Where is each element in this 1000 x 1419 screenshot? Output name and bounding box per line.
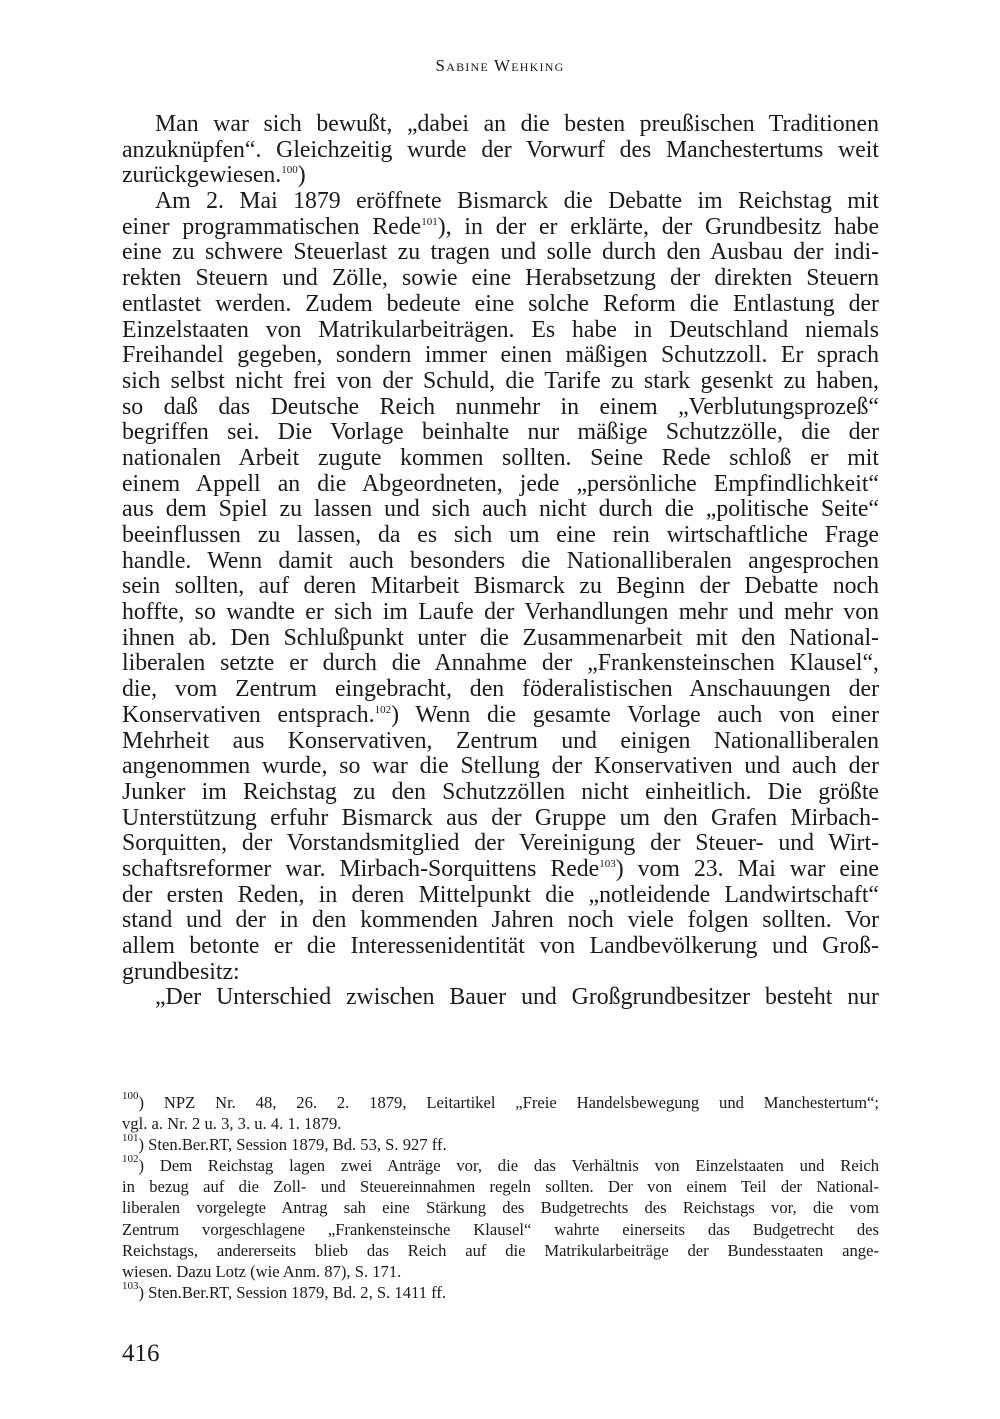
text-run: stand und der in den kommenden Jahren noch viele folgen sollten. Vor: [122, 907, 879, 934]
body-line: [122, 420, 879, 446]
text-run: liberalen vorgelegte Antrag sah eine Stärkung des Budgetrechts des Reichstags vor, die vom: [122, 1198, 879, 1218]
text-run: ), in der er erklärte, der Grundbesitz habe: [437, 213, 880, 240]
footnote-marker: 103: [122, 1279, 139, 1292]
footnote-line: [122, 1240, 879, 1261]
body-line: [122, 318, 879, 344]
text-run: ) Dem Reichstag lagen zwei Anträge vor, die das Verhältnis von Einzelstaaten und Reich: [138, 1156, 879, 1176]
text-run: entlastet werden. Zudem bedeute eine solche Reform die Entlastung der: [122, 290, 879, 317]
footnote-marker: 100: [122, 1090, 139, 1102]
footnote-marker: 101: [421, 215, 438, 228]
text-run: Reichstags, andererseits blieb das Reich auf die Matrikularbeiträge der Bundesstaaten ange-: [122, 1240, 879, 1260]
text-run: die, vom Zentrum eingebracht, den föderalistischen Anschauungen der: [122, 676, 879, 703]
body-line: [122, 369, 879, 395]
body-line: [122, 934, 879, 960]
running-header: Sabine Wehking: [435, 56, 565, 75]
body-line: [122, 651, 879, 677]
body-line: [122, 189, 879, 215]
text-run: wiesen. Dazu Lotz (wie Anm. 87), S. 171.: [122, 1261, 402, 1281]
text-run: sein sollten, auf deren Mitarbeit Bismarck zu Beginn der Debatte noch: [122, 573, 879, 600]
text-run: rekten Steuern und Zölle, sowie eine Herabsetzung der direkten Steuern: [122, 265, 879, 292]
footnote-line: [122, 1092, 879, 1113]
text-run: Zentrum vorgeschlagene „Frankensteinsche Klausel“ wahrte einerseits das Budgetrecht des: [122, 1219, 879, 1239]
text-run: in bezug auf die Zoll- und Steuereinnahmen regeln sollten. Der von einem Teil der National-: [122, 1177, 879, 1197]
footnote-line: [122, 1261, 879, 1282]
text-run: Junker im Reichstag zu den Schutzzöllen nicht einheitlich. Die größte: [122, 778, 879, 805]
footnote-line: [122, 1219, 879, 1240]
footnote-marker: 102: [122, 1153, 139, 1166]
footnote-line: [122, 1113, 879, 1134]
text-run: nationalen Arbeit zugute kommen sollten. Seine Rede schloß er mit: [122, 444, 879, 471]
text-run: beeinflussen zu lassen, da es sich um eine rein wirtschaftliche Frage: [122, 522, 879, 548]
body-line: [122, 857, 879, 883]
body-line: [122, 600, 879, 626]
footnotes: [122, 1092, 879, 1303]
text-run: ) Sten.Ber.RT, Session 1879, Bd. 53, S. 927 ff.: [138, 1135, 447, 1155]
text-run: Konservativen entsprach.: [122, 701, 375, 728]
text-run: Unterstützung erfuhr Bismarck aus der Gruppe um den Grafen Mirbach-: [122, 804, 879, 831]
body-line: [122, 806, 879, 832]
body-line: [122, 343, 879, 369]
footnote-marker: 102: [374, 703, 392, 716]
text-run: allem betonte er die Interessenidentität von Landbevölkerung und Groß-: [122, 933, 879, 959]
body-text: [122, 112, 879, 1011]
text-run: einem Appell an die Abgeordneten, jede „persönliche Empfindlichkeit“: [122, 470, 879, 497]
text-run: ) Sten.Ber.RT, Session 1879, Bd. 2, S. 1411 ff.: [138, 1282, 447, 1302]
footnote-marker: 101: [122, 1132, 139, 1145]
text-run: schaftsreformer war. Mirbach-Sorquittens Rede: [122, 855, 600, 882]
body-line: [122, 446, 879, 472]
footnote-line: [122, 1155, 879, 1176]
page-number: 416: [122, 1340, 160, 1367]
text-run: Freihandel gegeben, sondern immer einen mäßigen Schutzzoll. Er sprach: [122, 342, 879, 369]
body-line: [122, 908, 879, 934]
text-run: hoffte, so wandte er sich im Laufe der Verhandlungen mehr und mehr von: [122, 599, 879, 626]
text-run: ) NPZ Nr. 48, 26. 2. 1879, Leitartikel „Freie Handelsbewegung und Manchestertum“;: [138, 1093, 879, 1112]
body-line: [122, 138, 879, 164]
body-line: [122, 215, 879, 241]
footnote-line: [122, 1279, 879, 1303]
text-run: handle. Wenn damit auch besonders die Nationalliberalen angesprochen: [122, 547, 879, 574]
body-line: [122, 677, 879, 703]
text-run: so daß das Deutsche Reich nunmehr in einem „Verblutungsprozeß“: [122, 393, 879, 420]
body-line: [122, 549, 879, 575]
text-run: ihnen ab. Den Schlußpunkt unter die Zusammenarbeit mit den National-: [122, 624, 879, 651]
text-run: zurückgewiesen.: [122, 162, 282, 189]
text-run: Einzelstaaten von Matrikularbeiträgen. Es habe in Deutschland niemals: [122, 316, 879, 343]
footnote-line: [122, 1134, 879, 1155]
text-run: sich selbst nicht frei von der Schuld, die Tarife zu stark gesenkt zu haben,: [122, 367, 879, 394]
footnote-marker: 103: [599, 857, 616, 870]
footnote-line: [122, 1197, 879, 1218]
text-run: „Der Unterschied zwischen Bauer und Großgrundbesitzer besteht nur: [155, 984, 879, 1011]
body-line: [122, 163, 879, 189]
footnote-line: [122, 1176, 879, 1197]
body-line: [122, 292, 879, 318]
text-run: der ersten Reden, in deren Mittelpunkt die „notleidende Landwirtschaft“: [122, 881, 879, 908]
text-run: begriffen sei. Die Vorlage beinhalte nur mäßige Schutzzölle, die der: [122, 419, 879, 446]
body-line: [122, 754, 879, 780]
body-line: [122, 523, 879, 549]
text-run: anzuknüpfen“. Gleichzeitig wurde der Vorwurf des Manchestertums weit: [122, 136, 879, 163]
text-run: eine zu schwere Steuerlast zu tragen und solle durch den Ausbau der indi-: [122, 239, 879, 266]
text-run: Man war sich bewußt, „dabei an die besten preußischen Traditionen: [155, 111, 879, 137]
body-line: [122, 985, 879, 1011]
body-line: [122, 112, 879, 138]
body-line: [122, 703, 879, 729]
text-run: ) Wenn die gesamte Vorlage auch von einer: [391, 701, 879, 728]
body-line: [122, 883, 879, 909]
body-line: [122, 472, 879, 498]
text-run: vgl. a. Nr. 2 u. 3, 3. u. 4. 1. 1879.: [122, 1114, 342, 1134]
body-line: [122, 729, 879, 755]
body-line: [122, 626, 879, 652]
body-line: [122, 266, 879, 292]
text-run: ): [297, 162, 306, 189]
footnote-marker: 100: [281, 164, 298, 177]
body-line: [122, 395, 879, 421]
body-line: [122, 780, 879, 806]
text-run: Mehrheit aus Konservativen, Zentrum und einigen Nationalliberalen: [122, 727, 879, 754]
body-line: [122, 831, 879, 857]
text-run: grundbesitz:: [122, 958, 240, 985]
text-run: einer programmatischen Rede: [122, 213, 422, 240]
text-run: liberalen setzte er durch die Annahme der „Frankensteinschen Klausel“,: [122, 650, 879, 677]
text-run: Sorquitten, der Vorstandsmitglied der Vereinigung der Steuer- und Wirt-: [122, 830, 879, 857]
text-run: Am 2. Mai 1879 eröffnete Bismarck die Debatte im Reichstag mit: [155, 188, 879, 215]
body-line: [122, 497, 879, 523]
text-run: angenommen wurde, so war die Stellung der Konservativen und auch der: [122, 753, 879, 780]
text-run: aus dem Spiel zu lassen und sich auch nicht durch die „politische Seite“: [122, 496, 879, 523]
body-line: [122, 960, 879, 986]
text-run: ) vom 23. Mai war eine: [615, 855, 879, 882]
body-line: [122, 240, 879, 266]
body-line: [122, 574, 879, 600]
